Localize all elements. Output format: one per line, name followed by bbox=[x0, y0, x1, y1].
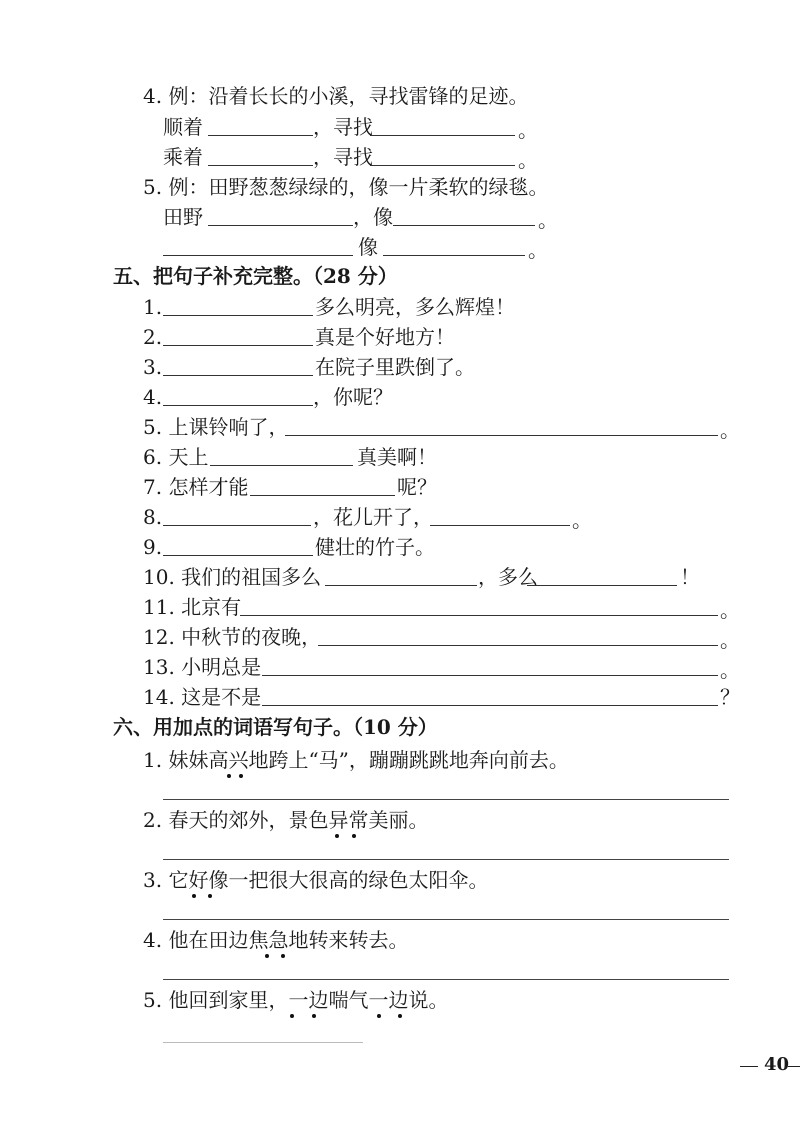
answer-blank[interactable] bbox=[262, 675, 718, 676]
s5-item1-text: 多么明亮，多么辉煌！ bbox=[315, 295, 515, 319]
s5-item2-num: 2. bbox=[143, 325, 163, 349]
emphasis-dot bbox=[192, 894, 196, 898]
emphasis-dot bbox=[281, 954, 285, 958]
s5-item7-text2: 呢？ bbox=[397, 475, 437, 499]
answer-blank[interactable] bbox=[240, 615, 718, 616]
s5-item7-text: 7. 怎样才能 bbox=[143, 475, 249, 499]
q5-line1-label-a: 田野 bbox=[163, 205, 203, 229]
s5-item3-num: 3. bbox=[143, 355, 163, 379]
emphasis-dot bbox=[239, 774, 243, 778]
s6-sentence1: 1. 妹妹高兴地跨上“马”，蹦蹦跳跳地奔向前去。 bbox=[143, 748, 569, 772]
q4-line2-label-b: ，寻找 bbox=[313, 145, 373, 169]
q5-line1-end: 。 bbox=[538, 208, 558, 232]
emphasis-dot bbox=[312, 1014, 316, 1018]
answer-blank[interactable] bbox=[430, 525, 570, 526]
answer-blank[interactable] bbox=[210, 465, 353, 466]
answer-blank[interactable] bbox=[163, 375, 313, 376]
s6-sentence2: 2. 春天的郊外，景色异常美丽。 bbox=[143, 808, 429, 832]
answer-blank[interactable] bbox=[163, 525, 311, 526]
section6-heading: 六、用加点的词语写句子。（10 分） bbox=[113, 715, 438, 739]
q4-line1-end: 。 bbox=[518, 118, 538, 142]
s5-item12-text: 12. 中秋节的夜晚， bbox=[143, 625, 322, 649]
answer-blank[interactable] bbox=[163, 405, 313, 406]
emphasis-dot bbox=[208, 894, 212, 898]
s6-sentence5: 5. 他回到家里，一边喘气一边说。 bbox=[143, 988, 449, 1012]
answer-blank[interactable] bbox=[383, 255, 525, 256]
answer-blank[interactable] bbox=[370, 135, 515, 136]
s5-item4-text: ，你呢？ bbox=[313, 385, 393, 409]
writing-line[interactable] bbox=[163, 1042, 363, 1043]
answer-blank[interactable] bbox=[370, 165, 515, 166]
answer-blank[interactable] bbox=[163, 345, 313, 346]
answer-blank[interactable] bbox=[527, 585, 677, 586]
q4-line2-end: 。 bbox=[518, 148, 538, 172]
s5-item6-text: 6. 天上 bbox=[143, 445, 209, 469]
writing-line[interactable] bbox=[163, 799, 729, 800]
answer-blank[interactable] bbox=[250, 495, 395, 496]
s5-item8-text: ，花儿开了， bbox=[313, 505, 433, 529]
s5-item11-text: 11. 北京有 bbox=[143, 595, 242, 619]
page-number: 40 bbox=[764, 1054, 790, 1075]
q4-example: 4. 例：沿着长长的小溪，寻找雷锋的足迹。 bbox=[143, 84, 529, 108]
answer-blank[interactable] bbox=[163, 555, 313, 556]
emphasis-dot bbox=[335, 834, 339, 838]
writing-line[interactable] bbox=[163, 859, 729, 860]
page-number-dash bbox=[740, 1066, 758, 1067]
s5-item8-num: 8. bbox=[143, 505, 163, 529]
answer-blank[interactable] bbox=[208, 225, 353, 226]
s5-item5-end: 。 bbox=[720, 418, 740, 442]
s6-sentence4: 4. 他在田边焦急地转来转去。 bbox=[143, 928, 409, 952]
q4-line1-label-a: 顺着 bbox=[163, 115, 203, 139]
q5-example: 5. 例：田野葱葱绿绿的，像一片柔软的绿毯。 bbox=[143, 175, 549, 199]
s5-item6-text2: 真美啊！ bbox=[357, 445, 437, 469]
s5-item14-text: 14. 这是不是 bbox=[143, 685, 262, 709]
q5-line2-label-b: 像 bbox=[358, 235, 378, 259]
answer-blank[interactable] bbox=[163, 255, 353, 256]
emphasis-dot bbox=[227, 774, 231, 778]
s5-item14-end: ？ bbox=[720, 685, 740, 709]
s5-item12-end: 。 bbox=[720, 628, 740, 652]
answer-blank[interactable] bbox=[318, 645, 718, 646]
s5-item4-num: 4. bbox=[143, 385, 163, 409]
answer-blank[interactable] bbox=[208, 165, 313, 166]
answer-blank[interactable] bbox=[262, 705, 718, 706]
emphasis-dot bbox=[398, 1014, 402, 1018]
answer-blank[interactable] bbox=[393, 225, 535, 226]
answer-blank[interactable] bbox=[285, 435, 718, 436]
answer-blank[interactable] bbox=[208, 135, 313, 136]
q5-line2-end: 。 bbox=[528, 238, 548, 262]
answer-blank[interactable] bbox=[163, 315, 313, 316]
writing-line[interactable] bbox=[163, 979, 729, 980]
s5-item13-end: 。 bbox=[720, 658, 740, 682]
s5-item5-text: 5. 上课铃响了， bbox=[143, 415, 289, 439]
s5-item10-end: ！ bbox=[680, 565, 700, 589]
q4-line1-label-b: ，寻找 bbox=[313, 115, 373, 139]
emphasis-dot bbox=[290, 1014, 294, 1018]
s6-sentence3: 3. 它好像一把很大很高的绿色太阳伞。 bbox=[143, 868, 489, 892]
s5-item13-text: 13. 小明总是 bbox=[143, 655, 262, 679]
q4-line2-label-a: 乘着 bbox=[163, 145, 203, 169]
s5-item3-text: 在院子里跌倒了。 bbox=[315, 355, 475, 379]
s5-item11-end: 。 bbox=[720, 598, 740, 622]
s5-item9-num: 9. bbox=[143, 535, 163, 559]
q5-line1-label-b: ，像 bbox=[353, 205, 393, 229]
emphasis-dot bbox=[265, 954, 269, 958]
s5-item10-text: 10. 我们的祖国多么 bbox=[143, 565, 322, 589]
page-number-dash bbox=[788, 1066, 800, 1067]
section5-heading: 五、把句子补充完整。（28 分） bbox=[113, 264, 398, 288]
emphasis-dot bbox=[377, 1014, 381, 1018]
answer-blank[interactable] bbox=[325, 585, 477, 586]
s5-item8-end: 。 bbox=[572, 508, 592, 532]
emphasis-dot bbox=[352, 834, 356, 838]
writing-line[interactable] bbox=[163, 919, 729, 920]
s5-item2-text: 真是个好地方！ bbox=[315, 325, 455, 349]
s5-item9-text: 健壮的竹子。 bbox=[315, 535, 435, 559]
s5-item10-text2: ，多么 bbox=[478, 565, 538, 589]
s5-item1-num: 1. bbox=[143, 295, 163, 319]
